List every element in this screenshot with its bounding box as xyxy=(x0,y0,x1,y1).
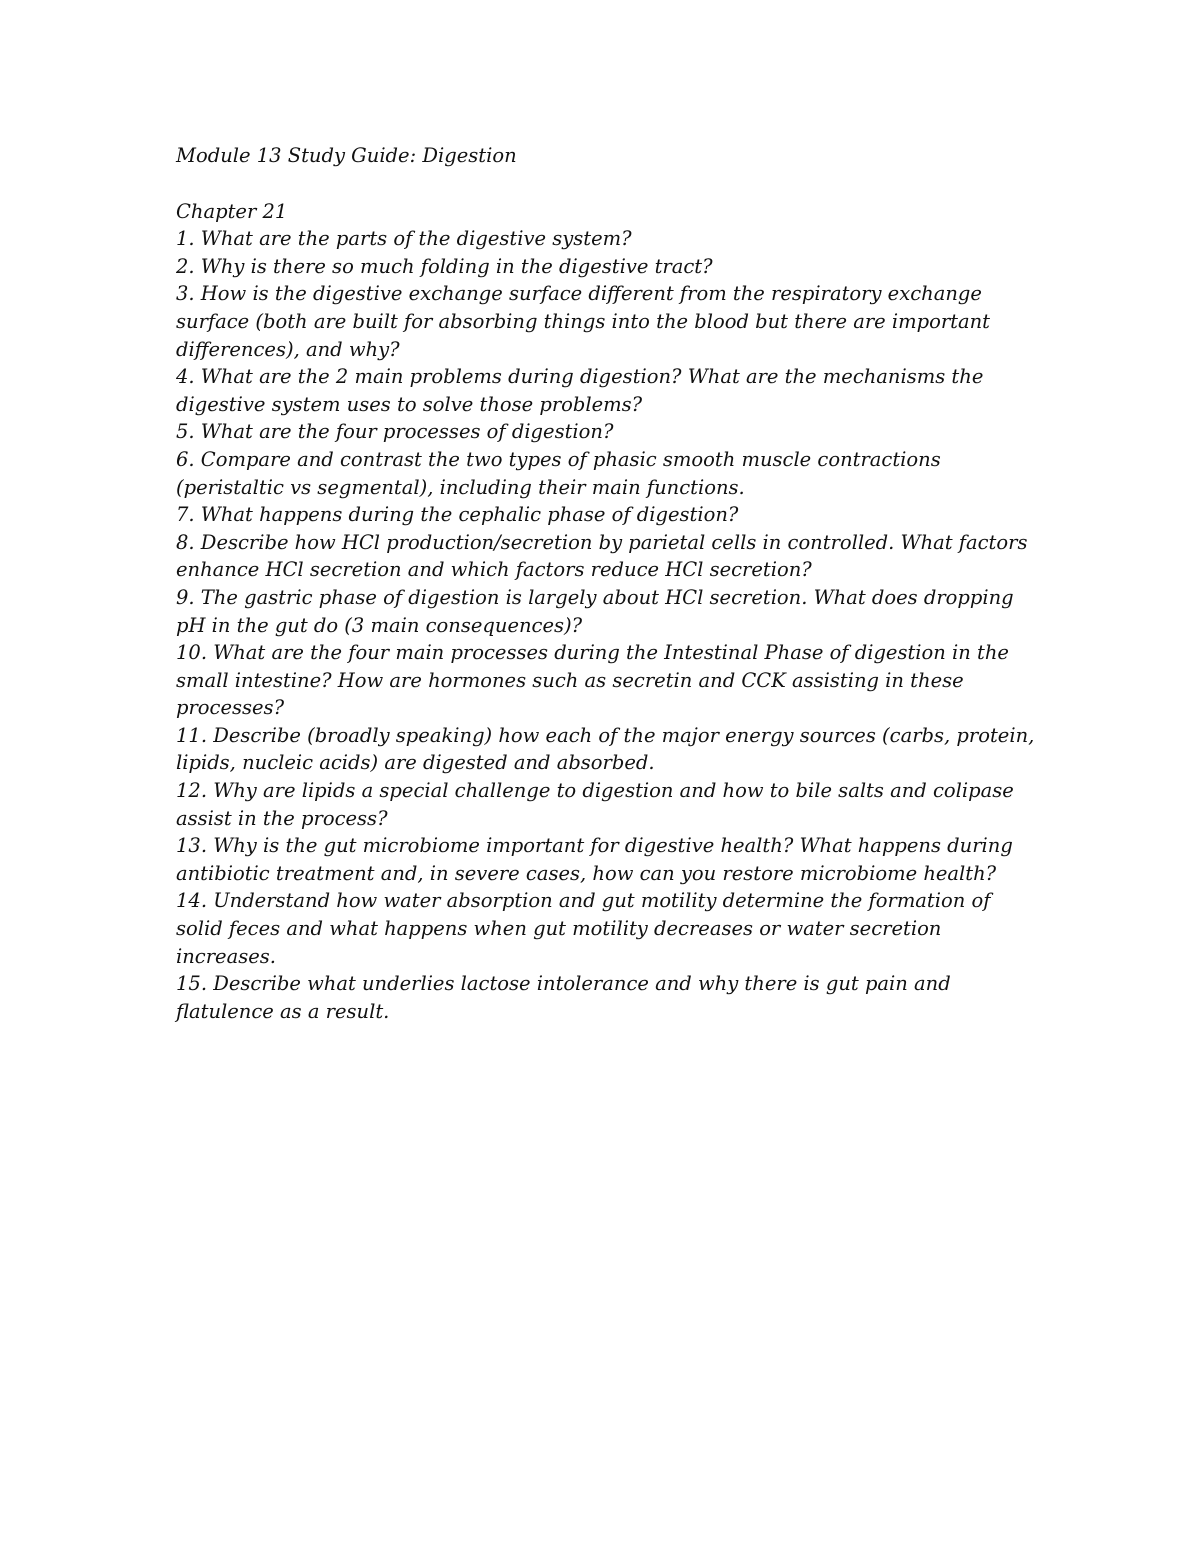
question-item: 10. What are the four main processes during the Intestinal Phase of digestion in the small intestine? How are hormones such as secretin and CCK assisting in these processes? xyxy=(176,641,1009,720)
question-item: 5. What are the four processes of digestion? xyxy=(176,420,614,444)
question-item: 13. Why is the gut microbiome important for digestive health? What happens during antibiotic treatment and, in severe cases, how can you restore microbiome health? xyxy=(176,834,1013,885)
question-item: 6. Compare and contrast the two types of phasic smooth muscle contractions (peristaltic vs segmental), including their main functions. xyxy=(176,447,941,499)
question-item: 3. How is the digestive exchange surface different from the respiratory exchange surface (both are built for absorbing things into the blood but there are important differences), and why? xyxy=(176,282,991,361)
question-item: 9. The gastric phase of digestion is largely about HCl secretion. What does dropping pH in the gut do (3 main consequences)? xyxy=(176,585,1014,637)
question-item: 15. Describe what underlies lactose intolerance and why there is gut pain and flatulence as a result. xyxy=(176,972,951,1023)
question-item: 2. Why is there so much folding in the digestive tract? xyxy=(176,254,713,278)
question-item: 11. Describe (broadly speaking) how each of the major energy sources (carbs, protein, lipids, nucleic acids) are digested and absorbed. xyxy=(176,723,1035,775)
question-item: 1. What are the parts of the digestive system? xyxy=(176,227,632,251)
question-item: 8. Describe how HCl production/secretion by parietal cells in controlled. What factors enhance HCl secretion and which factors reduce HCl secretion? xyxy=(176,530,1028,582)
document-body xyxy=(176,142,1036,1025)
question-item: 12. Why are lipids a special challenge to digestion and how to bile salts and colipase assist in the process? xyxy=(176,779,1014,830)
question-item: 4. What are the 2 main problems during digestion? What are the mechanisms the digestive system uses to solve those problems? xyxy=(176,365,984,416)
question-list xyxy=(176,225,1036,1025)
question-item: 14. Understand how water absorption and gut motility determine the formation of solid feces and what happens when gut motility decreases or water secretion increases. xyxy=(176,889,991,968)
document-title: Module 13 Study Guide: Digestion xyxy=(176,144,517,167)
chapter-heading: Chapter 21 xyxy=(176,199,288,223)
question-item: 7. What happens during the cephalic phase of digestion? xyxy=(176,503,739,527)
